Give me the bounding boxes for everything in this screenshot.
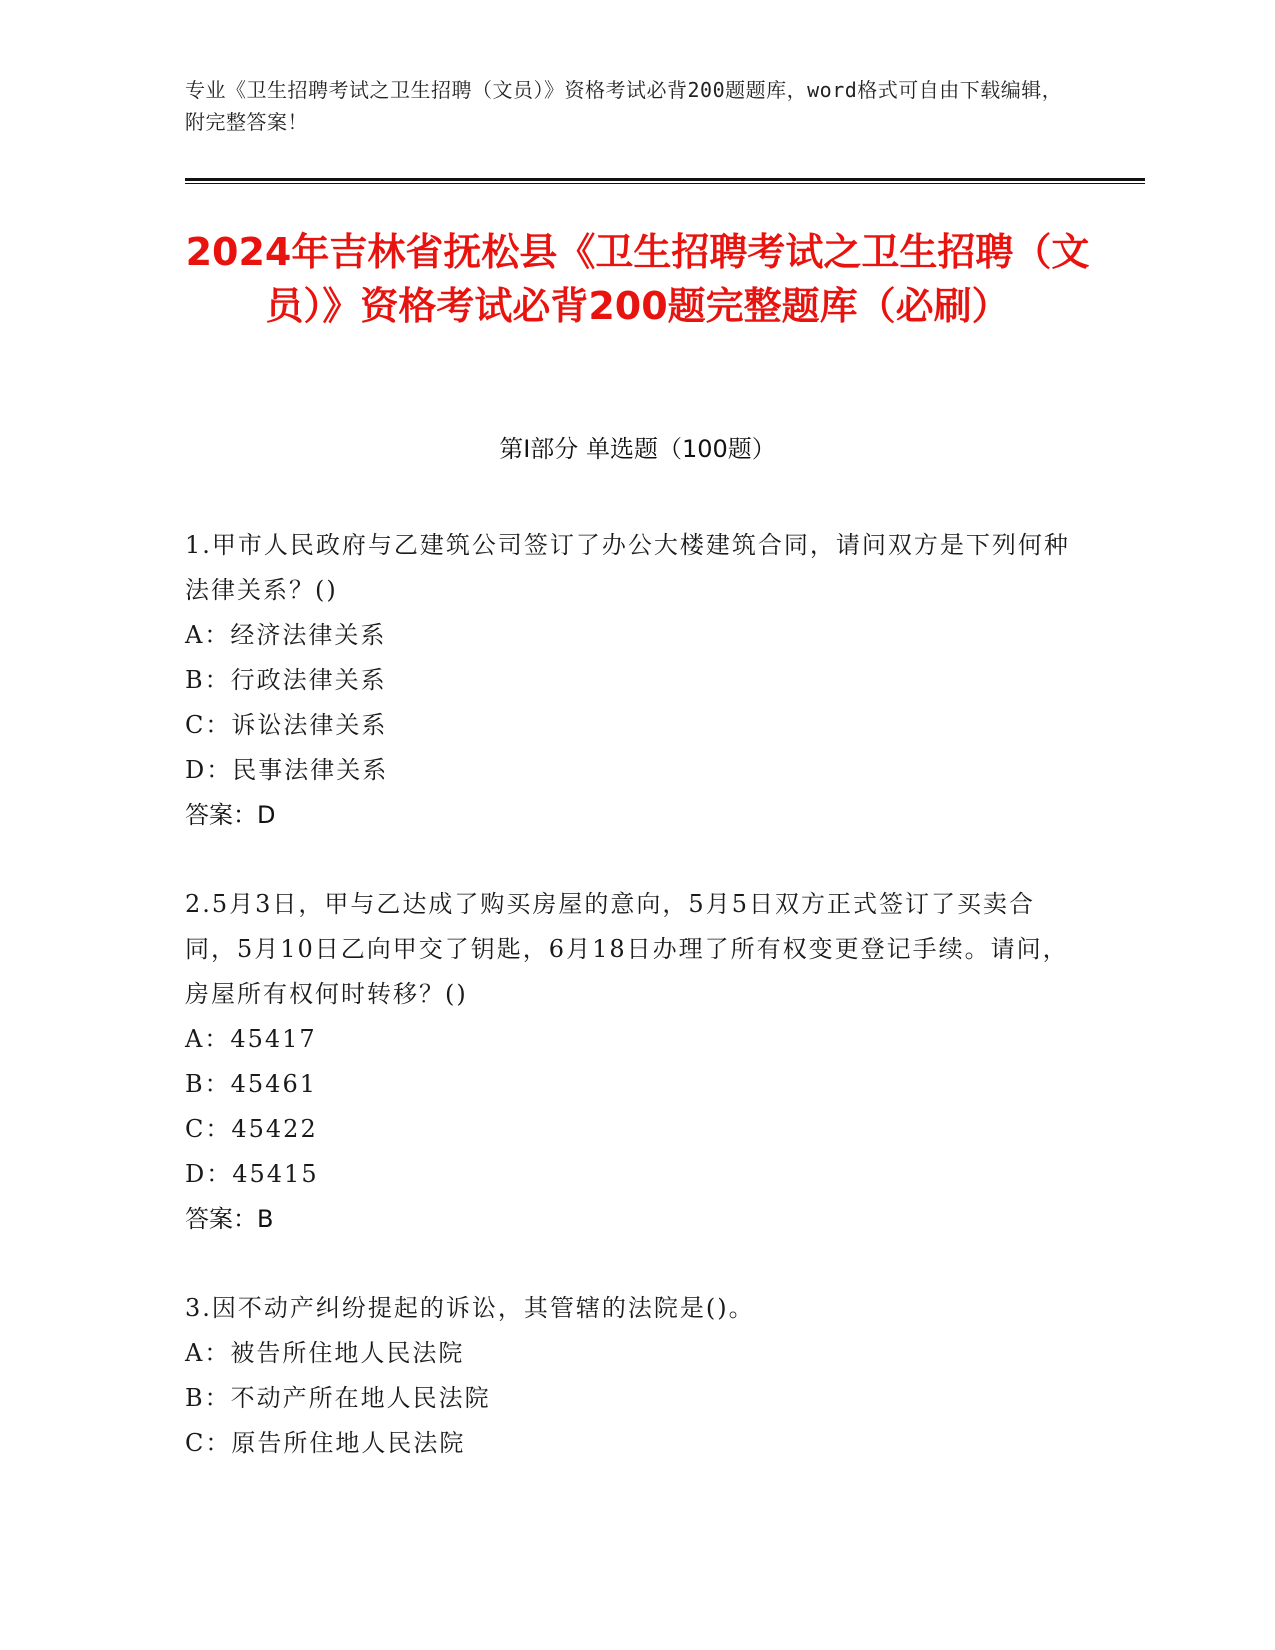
question-stem: 1.甲市人民政府与乙建筑公司签订了办公大楼建筑合同，请问双方是下列何种法律关系？() [185,531,1070,604]
question-1 [185,523,1085,838]
question-list [185,523,1085,1510]
option-b: B：45461 [185,1070,317,1098]
option-b: B：行政法律关系 [185,666,387,694]
header-note: 专业《卫生招聘考试之卫生招聘（文员）》资格考试必背200题题库，word格式可自由下载编辑，附完整答案！ [185,78,1063,134]
option-d: D：民事法律关系 [185,756,389,784]
question-stem: 3.因不动产纠纷提起的诉讼，其管辖的法院是()。 [185,1294,755,1322]
answer-line: 答案：B [185,1205,274,1233]
section-heading: 第I部分 单选题（100题） [499,435,776,463]
question-stem: 2.5月3日，甲与乙达成了购买房屋的意向，5月5日双方正式签订了买卖合同，5月10日乙向甲交了钥匙，6月18日办理了所有权变更登记手续。请问，房屋所有权何时转移？() [185,890,1069,1008]
option-b: B：不动产所在地人民法院 [185,1384,491,1412]
option-a: A：经济法律关系 [185,621,387,649]
option-c: C：诉讼法律关系 [185,711,388,739]
option-c: C：45422 [185,1115,318,1143]
question-2 [185,882,1085,1242]
header-divider-thin [185,183,1145,184]
option-a: A：被告所住地人民法院 [185,1339,465,1367]
option-a: A：45417 [185,1025,317,1053]
header-divider-thick [185,178,1145,181]
answer-line: 答案：D [185,801,276,829]
question-3 [185,1286,1085,1466]
option-c: C：原告所住地人民法院 [185,1429,466,1457]
option-d: D：45415 [185,1160,319,1188]
document-title: 2024年吉林省抚松县《卫生招聘考试之卫生招聘（文员）》资格考试必背200题完整题库（必刷） [185,230,1090,328]
